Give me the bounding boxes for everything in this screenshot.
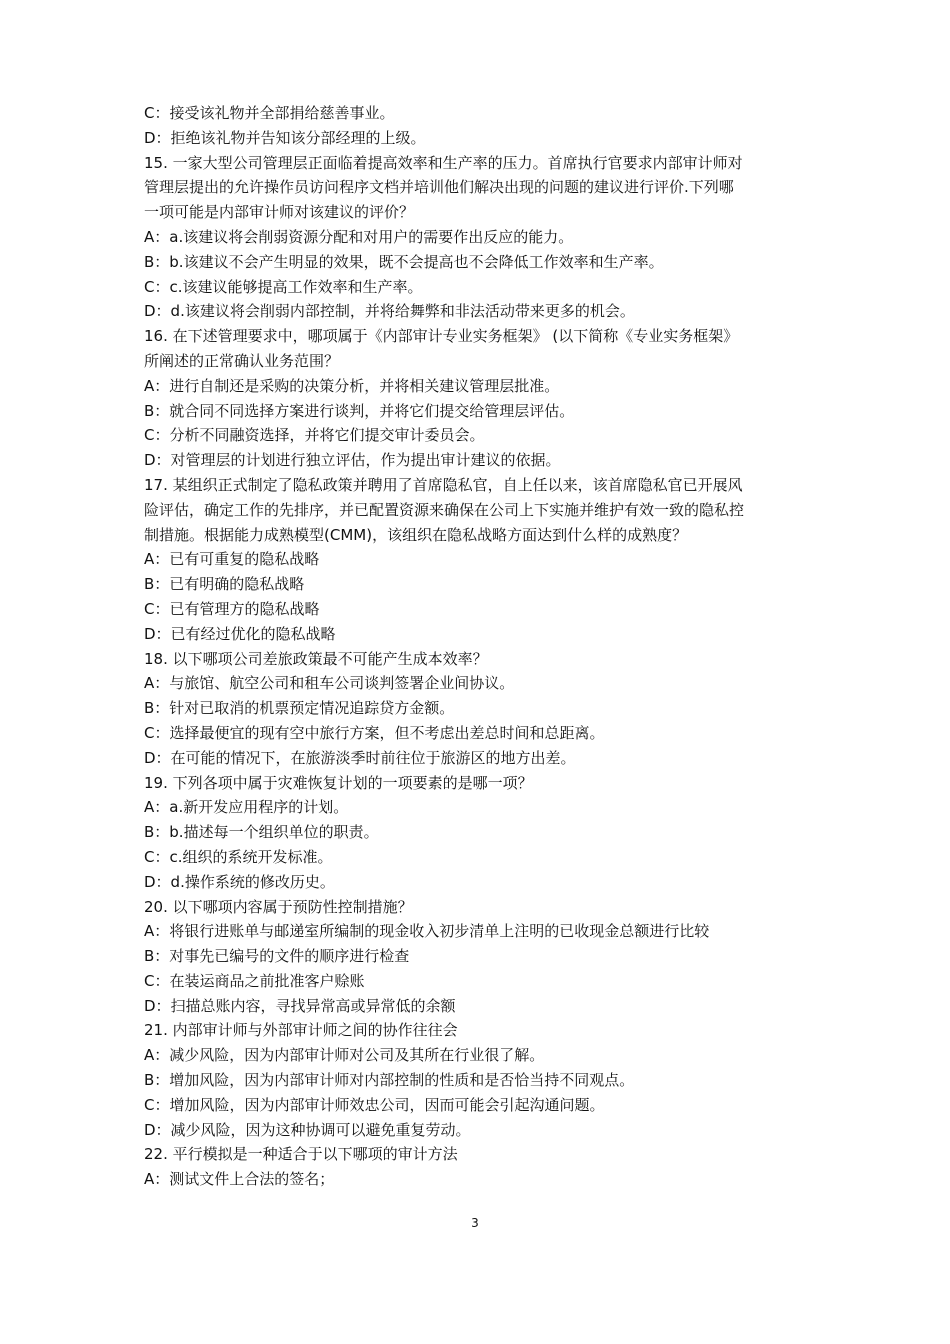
page-number: 3 [471,1216,479,1230]
text-line: D：扫描总账内容，寻找异常高或异常低的余额 [144,996,456,1015]
document-body [144,101,810,1192]
text-line: 险评估，确定工作的先排序，并已配置资源来确保在公司上下实施并维护有效一致的隐私控 [144,500,745,519]
text-line: A：a.该建议将会削弱资源分配和对用户的需要作出反应的能力。 [144,227,574,246]
text-line: C：分析不同融资选择，并将它们提交审计委员会。 [144,426,485,445]
text-line: A：将银行进账单与邮递室所编制的现金收入初步清单上注明的已收现金总额进行比较 [144,922,710,941]
text-line: C：c.组织的系统开发标准。 [144,847,333,866]
text-line: B：针对已取消的机票预定情况追踪贷方金额。 [144,699,455,718]
text-line: B：增加风险，因为内部审计师对内部控制的性质和是否恰当持不同观点。 [144,1071,635,1090]
text-line: A：a.新开发应用程序的计划。 [144,798,349,817]
text-line: 19. 下列各项中属于灾难恢复计划的一项要素的是哪一项？ [144,773,533,792]
text-line: C：在装运商品之前批准客户赊账 [144,971,365,990]
text-line: C：选择最便宜的现有空中旅行方案，但不考虑出差总时间和总距离。 [144,723,605,742]
text-line: D：在可能的情况下，在旅游淡季时前往位于旅游区的地方出差。 [144,748,576,767]
text-line: B：对事先已编号的文件的顺序进行检查 [144,947,410,966]
text-line: D：d.该建议将会削弱内部控制，并将给舞弊和非法活动带来更多的机会。 [144,302,635,321]
text-line: A：减少风险，因为内部审计师对公司及其所在行业很了解。 [144,1046,545,1065]
text-line: B：b.该建议不会产生明显的效果，既不会提高也不会降低工作效率和生产率。 [144,252,664,271]
text-line: 所阐述的正常确认业务范围？ [144,351,340,370]
text-line: C：c.该建议能够提高工作效率和生产率。 [144,277,423,296]
text-line: A：进行自制还是采购的决策分析，并将相关建议管理层批准。 [144,376,560,395]
text-line: A：与旅馆、航空公司和租车公司谈判签署企业间协议。 [144,674,515,693]
text-line: B：已有明确的隐私战略 [144,575,305,594]
text-line: D：减少风险，因为这种协调可以避免重复劳动。 [144,1120,471,1139]
text-line: B：就合同不同选择方案进行谈判，并将它们提交给管理层评估。 [144,401,575,420]
text-line: D：已有经过优化的隐私战略 [144,624,336,643]
text-line: 16. 在下述管理要求中，哪项属于《内部审计专业实务框架》 (以下简称《专业实务框架》 [144,327,739,346]
text-line: C：增加风险，因为内部审计师效忠公司，因而可能会引起沟通问题。 [144,1095,605,1114]
text-line: A：已有可重复的隐私战略 [144,550,320,569]
text-line: 15. 一家大型公司管理层正面临着提高效率和生产率的压力。首席执行官要求内部审计师对 [144,153,743,172]
text-line: 一项可能是内部审计师对该建议的评价？ [144,203,415,222]
text-line: A：测试文件上合法的签名； [144,1170,335,1189]
text-line: 17. 某组织正式制定了隐私政策并聘用了首席隐私官，自上任以来，该首席隐私官已开展风 [144,475,743,494]
text-line: B：b.描述每一个组织单位的职责。 [144,823,379,842]
text-line: D：d.操作系统的修改历史。 [144,872,335,891]
text-line: 管理层提出的允许操作员访问程序文档并培训他们解决出现的问题的建议进行评价.下列哪 [144,178,734,197]
text-line: C：已有管理方的隐私战略 [144,599,320,618]
text-line: C：接受该礼物并全部捐给慈善事业。 [144,104,395,122]
text-line: D：对管理层的计划进行独立评估，作为提出审计建议的依据。 [144,451,561,470]
text-line: 22. 平行模拟是一种适合于以下哪项的审计方法 [144,1145,458,1164]
text-line: D：拒绝该礼物并告知该分部经理的上级。 [144,128,426,147]
text-line: 20. 以下哪项内容属于预防性控制措施？ [144,897,413,916]
text-line: 制措施。根据能力成熟模型(CMM)，该组织在隐私战略方面达到什么样的成熟度？ [144,525,688,544]
text-line: 18. 以下哪项公司差旅政策最不可能产生成本效率？ [144,649,488,668]
text-line: 21. 内部审计师与外部审计师之间的协作往往会 [144,1021,458,1040]
